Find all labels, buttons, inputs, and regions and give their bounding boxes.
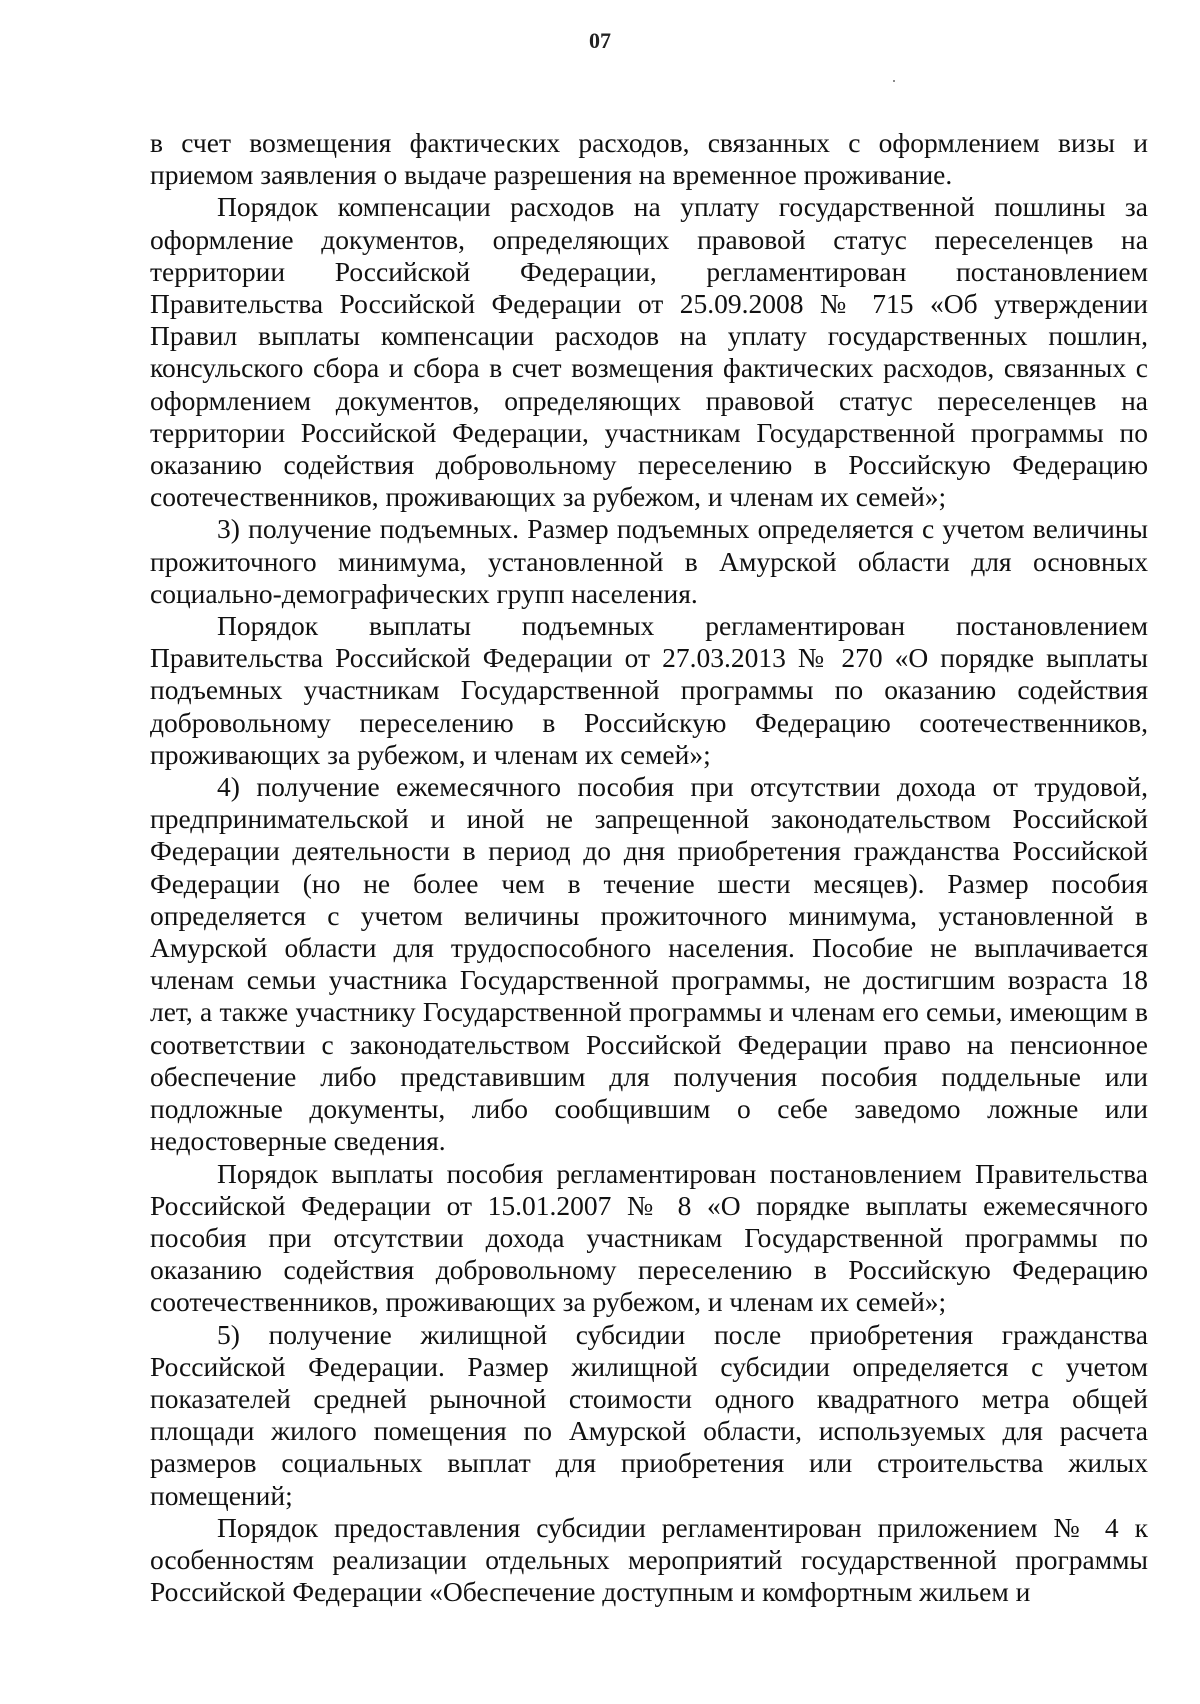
paragraph-item-5-housing-subsidy: 5) получение жилищной субсидии после приобретения гражданства Российской Федерации. Размер жилищной субсидии определяется с учетом показателей средней рыночной стоимости одного квадратного метра общей площади жилого помещения по Амурской области, используемых для расчета размеров социальных выплат для приобретения или строительства жилых помещений; [150,1318,1148,1511]
paragraph-subsidy-procedure: Порядок предоставления субсидии регламентирован приложением № 4 к особенностям реализации отдельных мероприятий государственной программы Российской Федерации «Обеспечение доступным и комфортным жильем и [150,1511,1148,1608]
page-number: 07 [589,28,611,53]
paragraph-relocation-allowance-procedure: Порядок выплаты подъемных регламентирован постановлением Правительства Российской Федерации от 27.03.2013 № 270 «О порядке выплаты подъемных участникам Государственной программы по оказанию содействия добровольному переселению в Российскую Федерацию соотечественников, проживающих за рубежом, и членам их семей»; [150,610,1148,770]
paragraph-continuation: в счет возмещения фактических расходов, связанных с оформлением визы и приемом заявления о выдаче разрешения на временное проживание. [150,127,1148,191]
paragraph-benefit-procedure: Порядок выплаты пособия регламентирован постановлением Правительства Российской Федерации от 15.01.2007 № 8 «О порядке выплаты ежемесячного пособия при отсутствии дохода участникам Государственной программы по оказанию содействия добровольному переселению в Российскую Федерацию соотечественников, проживающих за рубежом, и членам их семей»; [150,1157,1148,1318]
scan-speck [893,80,895,82]
paragraph-item-3-relocation-allowance: 3) получение подъемных. Размер подъемных определяется с учетом величины прожиточного минимума, установленной в Амурской области для основных социально-демографических групп населения. [150,513,1148,609]
paragraph-item-4-monthly-benefit: 4) получение ежемесячного пособия при отсутствии дохода от трудовой, предпринимательской и иной не запрещенной законодательством Российской Федерации деятельности в период до дня приобретения гражданства Российской Федерации (но не более чем в течение шести месяцев). Размер пособия определяется с учетом величины прожиточного минимума, установленной в Амурской области для трудоспособного населения. Пособие не выплачивается членам семьи участника Государственной программы, не достигшим возраста 18 лет, а также участнику Государственной программы и членам его семьи, имеющим в соответствии с законодательством Российской Федерации право на пенсионное обеспечение либо представившим для получения пособия поддельные или подложные документы, либо сообщившим о себе заведомо ложные или недостоверные сведения. [150,771,1148,1157]
paragraph-fee-compensation: Порядок компенсации расходов на уплату государственной пошлины за оформление документов, определяющих правовой статус переселенцев на территории Российской Федерации, регламентирован постановлением Правительства Российской Федерации от 25.09.2008 № 715 «Об утверждении Правил выплаты компенсации расходов на уплату государственных пошлин, консульского сбора и сбора в счет возмещения фактических расходов, связанных с оформлением документов, определяющих правовой статус переселенцев на территории Российской Федерации, участникам Государственной программы по оказанию содействия добровольному переселению в Российскую Федерацию соотечественников, проживающих за рубежом, и членам их семей»; [150,191,1148,513]
document-body [150,127,1148,1608]
